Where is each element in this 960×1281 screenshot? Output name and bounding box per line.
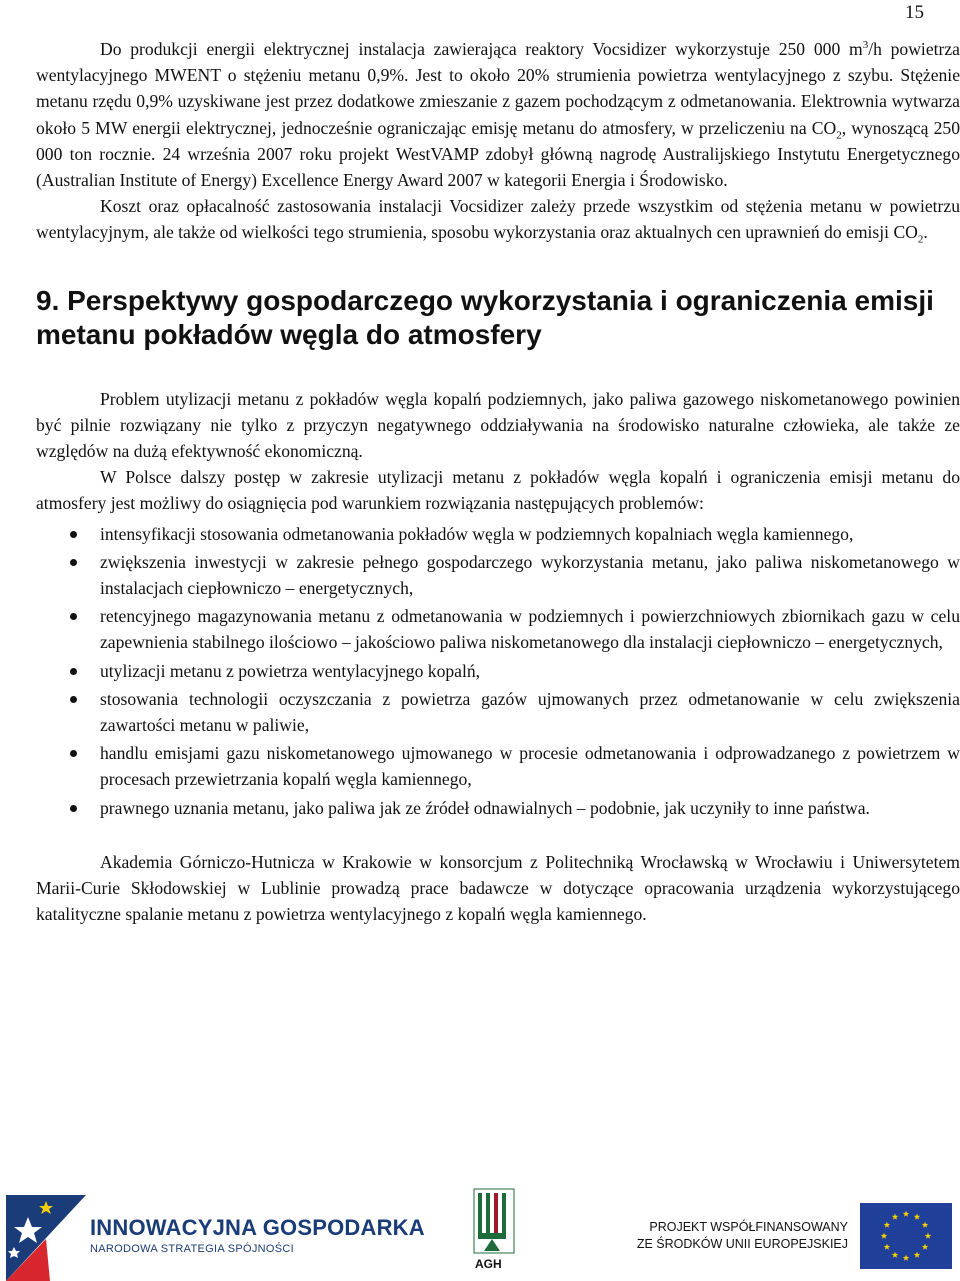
bullet-icon: [70, 613, 77, 620]
document-body: [36, 36, 960, 927]
list-item: stosowania technologii oczyszczania z powietrza gazów ujmowanych przez odmetanowanie w celu zwiększenia zawartości metanu w paliwie,: [36, 686, 960, 738]
paragraph-agh: Akademia Górniczo-Hutnicza w Krakowie w konsorcjum z Politechniką Wrocławską w Wrocławiu i Uniwersytetem Marii-Curie Skłodowskiej w Lublinie prowadzą prace badawcze w dotyczące opracowania urządzenia wykorzystującego katalityczne spalanie metanu z powietrza wentylacyjnego z kopalń węgla kamiennego.: [36, 851, 960, 925]
bullet-icon: [70, 531, 77, 538]
list-item: retencyjnego magazynowania metanu z odmetanowania w podziemnych i powierzchniowych zbiornikach gazu w celu zapewnienia stabilnego ilościowo – jakościowo paliwa niskometanowego dla instalacji ciepłowniczo – energetycznych,: [36, 603, 960, 655]
spacer: [36, 823, 960, 849]
list-item: handlu emisjami gazu niskometanowego ujmowanego w procesie odmetanowania i odprowadzanego z powietrzem w procesach przewietrzania kopalń węgla kamiennego,: [36, 740, 960, 792]
bullet-icon: [70, 696, 77, 703]
problem-list: [36, 521, 960, 821]
eu-cofinancing-text: PROJEKT WSPÓŁFINANSOWANY ZE ŚRODKÓW UNII EUROPEJSKIEJ: [636, 1220, 848, 1251]
list-item: prawnego uznania metanu, jako paliwa jak ze źródeł odnawialnych – podobnie, jak uczyniły to inne państwa.: [36, 795, 960, 821]
paragraph-intro-2: Koszt oraz opłacalność zastosowania instalacji Vocsidizer zależy przede wszystkim od stężenia metanu w powietrzu wentylacyjnym, ale także od wielkości tego strumienia, sposobu wykorzystania oraz aktualnych cen uprawnień do emisji $CO_2$.: [36, 196, 960, 246]
list-item: utylizacji metanu z powietrza wentylacyjnego kopalń,: [36, 658, 960, 684]
paragraph-problem: Problem utylizacji metanu z pokładów węgla kopalń podziemnych, jako paliwa gazowego niskometanowego powinien być pilnie rozwiązany nie tylko z przyczyn negatywnego oddziaływania na środowisko naturalne człowieka, ale także ze względów na dużą efektywność ekonomiczną.: [36, 388, 960, 462]
list-item: intensyfikacji stosowania odmetanowania pokładów węgla w podziemnych kopalniach węgla kamiennego,: [36, 521, 960, 547]
list-item: zwiększenia inwestycji w zakresie pełnego gospodarczego wykorzystania metanu, jako paliwa niskometanowego w instalacjach ciepłowniczo – energetycznych,: [36, 549, 960, 601]
innowacyjna-gospodarka-logo-icon: [6, 1195, 86, 1281]
ig-subtitle: NARODOWA STRATEGIA SPÓJNOŚCI: [90, 1243, 294, 1255]
bullet-icon: [70, 805, 77, 812]
page-number: 15: [905, 2, 924, 23]
eu-flag-icon: [860, 1203, 952, 1269]
paragraph-intro-1: Do produkcji energii elektrycznej instalacja zawierająca reaktory Vocsidizer wykorzystuje 250 000 $m^3/h$ powietrza wentylacyjnego MWENT o stężeniu metanu 0,9%. Jest to około 20% strumienia powietrza wentylacyjnego z szybu. Stężenie metanu rzędu 0,9% uzyskiwane jest przez dodatkowe zmieszanie z gazem pochodzącym z odmetanowania. Elektrownia wytwarza około 5 MW energii elektrycznej, jednocześnie ograniczając emisję metanu do atmosfery, w przeliczeniu na $CO_2$, wynoszącą 250 000 ton rocznie. 24 września 2007 roku projekt WestVAMP zdobył główną nagrodę Australijskiego Instytutu Energetycznego (Australian Institute of Energy) Excellence Energy Award 2007 w kategorii Energia i Środowisko.: [36, 39, 960, 191]
ig-title: INNOWACYJNA GOSPODARKA: [90, 1215, 425, 1240]
bullet-icon: [70, 559, 77, 566]
footer-logos: [0, 1185, 960, 1281]
paragraph-poland: W Polsce dalszy postęp w zakresie utylizacji metanu z pokładów węgla kopalń i ograniczenia emisji metanu do atmosfery jest możliwy do osiągnięcia pod warunkiem rozwiązania następujących problemów:: [36, 467, 960, 514]
agh-label: AGH: [475, 1257, 502, 1271]
bullet-icon: [70, 750, 77, 757]
bullet-icon: [70, 668, 77, 675]
section-heading: 9. Perspektywy gospodarczego wykorzystania i ograniczenia emisji metanu pokładów węgla do atmosfery: [36, 284, 934, 350]
